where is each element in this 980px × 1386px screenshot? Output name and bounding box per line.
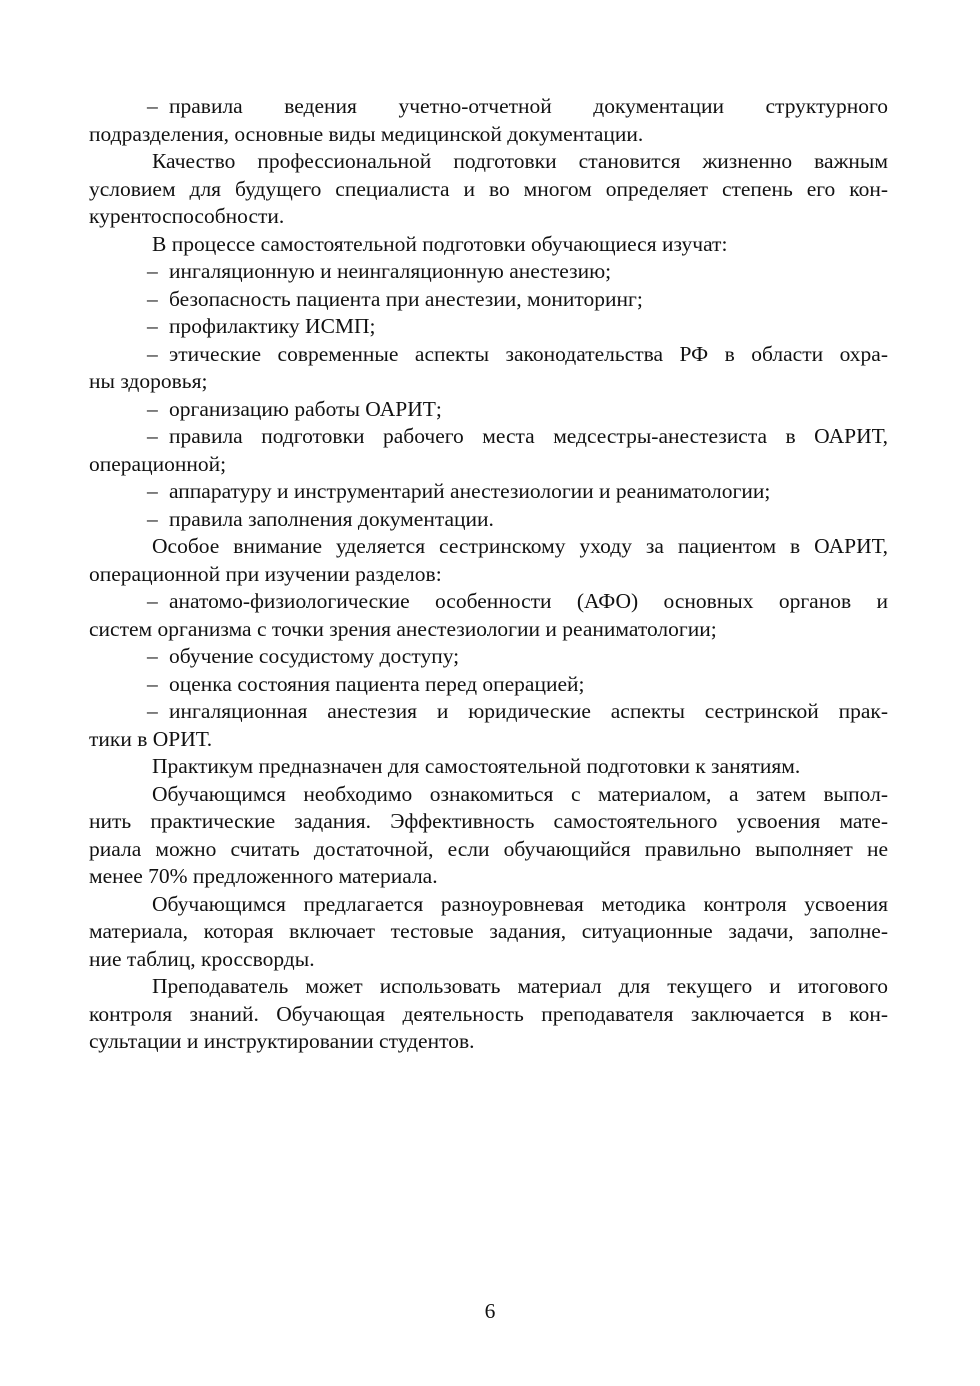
text-line: – обучение сосудистому доступу;	[89, 643, 888, 671]
text-line: Качество профессиональной подготовки становится жизненно важным	[152, 149, 888, 173]
list-item	[89, 698, 888, 753]
text-line: – этические современные аспекты законодательства РФ в области охра-	[89, 341, 888, 369]
list-dash-marker: –	[147, 479, 158, 503]
text-line: – правила ведения учетно-отчетной документации структурного	[89, 93, 888, 121]
text-line: нить практические задания. Эффективность самостоятельного усвоения мате-	[89, 809, 888, 833]
paragraph	[89, 973, 888, 1056]
text-line: условием для будущего специалиста и во многом определяет степень его кон-	[89, 176, 888, 201]
text-line: подразделения, основные виды медицинской документации.	[89, 121, 644, 146]
paragraph	[89, 533, 888, 588]
text-line: сультации и инструктировании студентов.	[89, 1029, 475, 1053]
text-line: – профилактику ИСМП;	[89, 313, 888, 341]
list-item	[89, 258, 888, 286]
text-line: риала можно считать достаточной, если обучающийся правильно выполняет не	[89, 836, 888, 861]
text-line: ние таблиц, кроссворды.	[89, 946, 315, 971]
text-line: – ингаляционная анестезия и юридические аспекты сестринской прак-	[89, 698, 888, 726]
page-number: 6	[484, 1299, 496, 1323]
paragraph	[89, 148, 888, 231]
text-line: операционной;	[89, 451, 227, 476]
text-line: – правила заполнения документации.	[89, 506, 888, 534]
text-line: – анатомо-физиологические особенности (АФО) основных органов и	[89, 588, 888, 616]
text-line: – организацию работы ОАРИТ;	[89, 396, 888, 424]
list-dash-marker: –	[147, 396, 158, 421]
list-item	[89, 341, 888, 396]
list-dash-marker: –	[147, 424, 158, 448]
text-line: – ингаляционную и неингаляционную анестезию;	[89, 258, 888, 286]
text-line: операционной при изучении разделов:	[89, 561, 442, 586]
text-line: ны здоровья;	[89, 369, 208, 393]
text-line: тики в ОРИТ.	[89, 726, 213, 751]
text-line: – правила подготовки рабочего места медсестры-анестезиста в ОАРИТ,	[89, 423, 888, 451]
list-item	[89, 423, 888, 478]
list-item	[89, 93, 888, 148]
list-item	[89, 643, 888, 671]
text-line: – безопасность пациента при анестезии, мониторинг;	[89, 286, 888, 314]
list-dash-marker: –	[147, 699, 158, 723]
paragraph	[89, 781, 888, 891]
list-item	[89, 506, 888, 534]
page-content	[89, 93, 888, 1056]
list-item	[89, 396, 888, 424]
text-line: Преподаватель может использовать материал для текущего и итогового	[152, 974, 888, 998]
list-dash-marker: –	[147, 341, 158, 366]
text-line: – оценка состояния пациента перед операцией;	[89, 671, 888, 699]
list-item	[89, 286, 888, 314]
list-dash-marker: –	[147, 671, 158, 696]
text-line: менее 70% предложенного материала.	[89, 864, 438, 888]
text-line: Особое внимание уделяется сестринскому уходу за пациентом в ОАРИТ,	[152, 534, 888, 558]
list-dash-marker: –	[147, 286, 158, 311]
list-dash-marker: –	[147, 589, 158, 613]
list-item	[89, 588, 888, 643]
text-line: В процессе самостоятельной подготовки обучающиеся изучат:	[152, 231, 728, 256]
text-line: контроля знаний. Обучающая деятельность преподавателя заключается в кон-	[89, 1001, 888, 1026]
text-line: – аппаратуру и инструментарий анестезиологии и реаниматологии;	[89, 478, 888, 506]
text-line: систем организма с точки зрения анестезиологии и реаниматологии;	[89, 616, 717, 641]
list-dash-marker: –	[147, 314, 158, 338]
paragraph	[89, 891, 888, 974]
text-line: Обучающимся необходимо ознакомиться с материалом, а затем выпол-	[152, 781, 888, 806]
text-line: курентоспособности.	[89, 204, 285, 228]
list-item	[89, 313, 888, 341]
paragraph	[89, 753, 888, 781]
list-dash-marker: –	[147, 506, 158, 531]
list-item	[89, 671, 888, 699]
text-line: материала, которая включает тестовые задания, ситуационные задачи, заполне-	[89, 919, 888, 943]
list-item	[89, 478, 888, 506]
text-line: Обучающимся предлагается разноуровневая методика контроля усвоения	[152, 891, 888, 916]
list-dash-marker: –	[147, 94, 158, 118]
list-dash-marker: –	[147, 644, 158, 668]
text-line: Практикум предназначен для самостоятельной подготовки к занятиям.	[152, 754, 801, 778]
paragraph	[89, 231, 888, 259]
list-dash-marker: –	[147, 259, 158, 283]
